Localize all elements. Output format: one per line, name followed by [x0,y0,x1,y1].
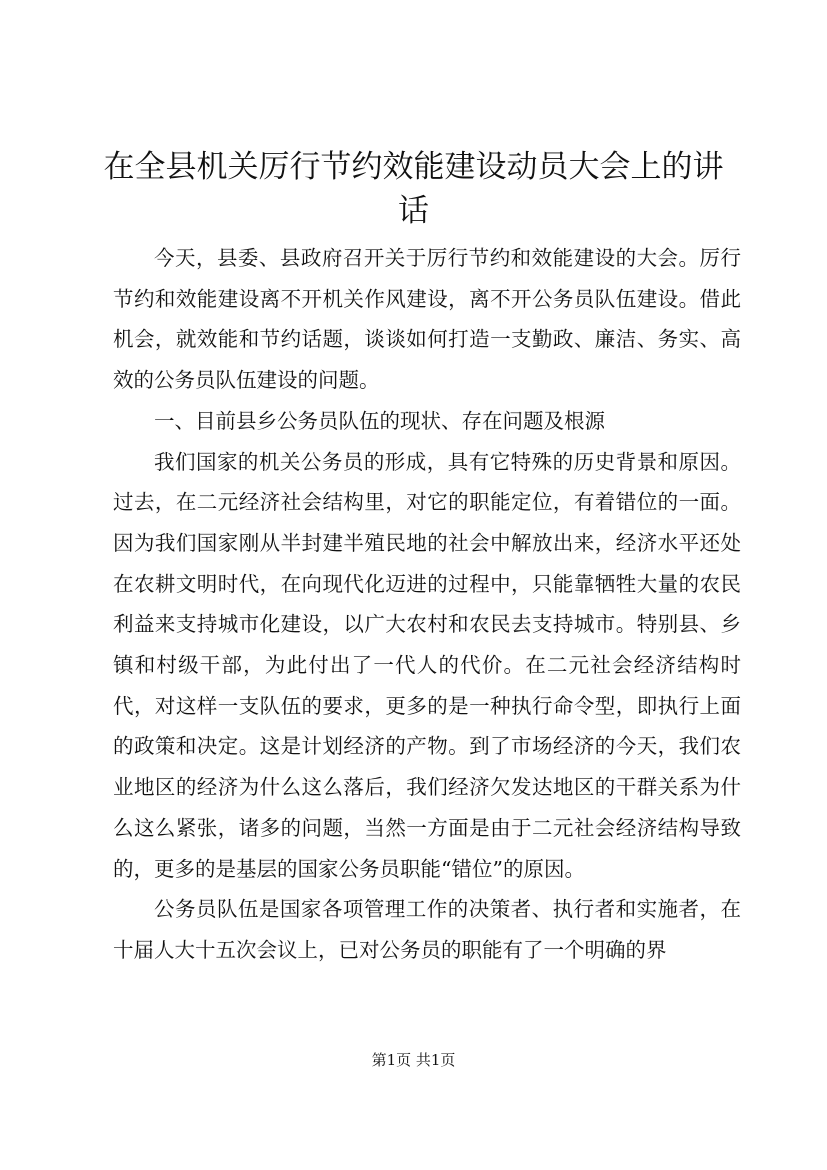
section-heading-1: 一、目前县乡公务员队伍的现状、存在问题及根源 [154,408,605,433]
paragraph-civil-servants: 公务员队伍是国家各项管理工作的决策者、执行者和实施者，在十届人大十五次会议上，已对公务员的职能有了一个明确的界 [113,897,741,962]
document-title: 在全县机关厉行节约效能建设动员大会上的讲话 [103,149,724,229]
paragraph-intro: 今天，县委、县政府召开关于厉行节约和效能建设的大会。厉行节约和效能建设离不开机关作风建设，离不开公务员队伍建设。借此机会，就效能和节约话题，谈谈如何打造一支勤政、廉洁、务实、高效的公务员队伍建设的问题。 [113,246,741,393]
document-body [113,238,741,971]
paragraph-history: 我们国家的机关公务员的形成，具有它特殊的历史背景和原因。过去，在二元经济社会结构里，对它的职能定位，有着错位的一面。因为我们国家刚从半封建半殖民地的社会中解放出来，经济水平还处在农耕文明时代，在向现代化迈进的过程中，只能靠牺牲大量的农民利益来支持城市化建设，以广大农村和农民去支持城市。特别县、乡镇和村级干部，为此付出了一代人的代价。在二元社会经济结构时代，对这样一支队伍的要求，更多的是一种执行命令型，即执行上面的政策和决定。这是计划经济的产物。到了市场经济的今天，我们农业地区的经济为什么这么落后，我们经济欠发达地区的干群关系为什么这么紧张，诸多的问题，当然一方面是由于二元社会经济结构导致的，更多的是基层的国家公务员职能“错位”的原因。 [113,449,741,881]
page-footer: 第1页 共1页 [371,1051,456,1069]
